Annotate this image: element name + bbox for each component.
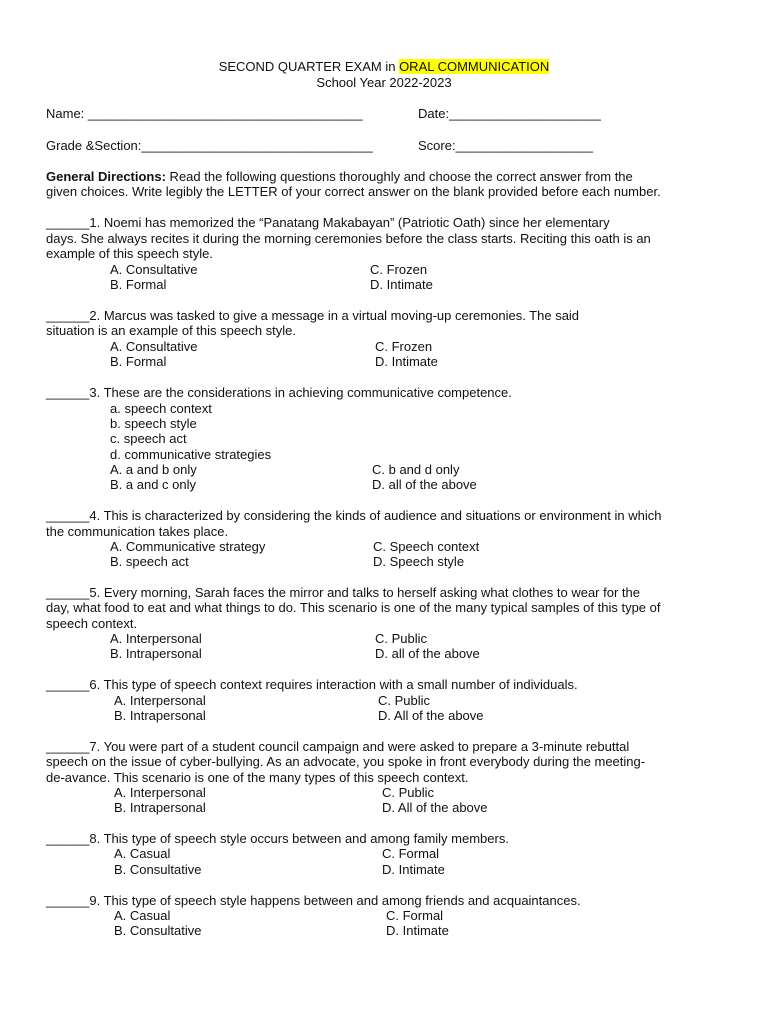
question-9-choice-c: C. Formal — [386, 908, 444, 923]
question-5-line-3: speech context. — [46, 616, 138, 631]
question-7-line-3: de-avance. This scenario is one of the many types of this speech context. — [46, 770, 469, 785]
question-5-line-2: day, what food to eat and what things to do. This scenario is one of the many typical samples of this type of — [46, 600, 661, 615]
question-6-choice-c: C. Public — [378, 693, 431, 708]
question-6-choice-d: D. All of the above — [378, 708, 484, 723]
question-4-choice-c: C. Speech context — [373, 539, 480, 554]
question-3-item-c: c. speech act — [110, 431, 187, 446]
question-4-line-1: ______4. This is characterized by considering the kinds of audience and situations or environment in which — [46, 508, 662, 523]
question-6-choice-b: B. Intrapersonal — [114, 708, 206, 723]
exam-title-prefix: SECOND QUARTER EXAM in — [218, 59, 400, 74]
question-3-item-d: d. communicative strategies — [110, 447, 272, 462]
question-8-choice-c: C. Formal — [382, 846, 440, 861]
question-8-line-1: ______8. This type of speech style occurs between and among family members. — [46, 831, 509, 846]
question-1-choice-b: B. Formal — [110, 277, 167, 292]
question-1-choice-d: D. Intimate — [370, 277, 433, 292]
question-7-choice-a: A. Interpersonal — [114, 785, 206, 800]
question-1-choice-c: C. Frozen — [370, 262, 428, 277]
question-9-choice-a: A. Casual — [114, 908, 171, 923]
exam-subject-highlight: ORAL COMMUNICATION — [399, 59, 550, 74]
question-2-choice-d: D. Intimate — [375, 354, 438, 369]
question-5-choice-d: D. all of the above — [375, 646, 480, 661]
question-6-choice-a: A. Interpersonal — [114, 693, 206, 708]
exam-title — [0, 59, 768, 74]
question-3-line-1: ______3. These are the considerations in achieving communicative competence. — [46, 385, 512, 400]
directions-text-1: Read the following questions thoroughly and choose the correct answer from the — [165, 169, 633, 184]
directions-label: General Directions: — [46, 169, 166, 184]
question-4-line-2: the communication takes place. — [46, 524, 229, 539]
question-3-choice-c: C. b and d only — [372, 462, 460, 477]
question-4-choice-b: B. speech act — [110, 554, 189, 569]
question-9-choice-b: B. Consultative — [114, 923, 202, 938]
directions-line-2: given choices. Write legibly the LETTER of your correct answer on the blank provided before each number. — [46, 184, 661, 199]
question-1-line-3: example of this speech style. — [46, 246, 213, 261]
question-8-choice-d: D. Intimate — [382, 862, 445, 877]
name-field: Name: ______________________________________ — [46, 106, 363, 121]
question-7-choice-d: D. All of the above — [382, 800, 488, 815]
directions-line-1 — [46, 169, 633, 184]
question-1-line-1: ______1. Noemi has memorized the “Panatang Makabayan” (Patriotic Oath) since her elementary — [46, 215, 610, 230]
score-field: Score:___________________ — [418, 138, 593, 153]
question-5-line-1: ______5. Every morning, Sarah faces the mirror and talks to herself asking what clothes to wear for the — [46, 585, 640, 600]
question-9-line-1: ______9. This type of speech style happens between and among friends and acquaintances. — [46, 893, 581, 908]
question-3-choice-d: D. all of the above — [372, 477, 477, 492]
question-3-choice-b: B. a and c only — [110, 477, 196, 492]
question-2-choice-a: A. Consultative — [110, 339, 198, 354]
question-5-choice-b: B. Intrapersonal — [110, 646, 202, 661]
question-2-line-1: ______2. Marcus was tasked to give a message in a virtual moving-up ceremonies. The said — [46, 308, 580, 323]
question-2-choice-b: B. Formal — [110, 354, 167, 369]
question-1-line-2: days. She always recites it during the morning ceremonies before the class starts. Reciting this oath is an — [46, 231, 651, 246]
question-7-choice-b: B. Intrapersonal — [114, 800, 206, 815]
question-4-choice-d: D. Speech style — [373, 554, 465, 569]
question-3-choice-a: A. a and b only — [110, 462, 197, 477]
question-7-line-1: ______7. You were part of a student council campaign and were asked to prepare a 3-minute rebuttal — [46, 739, 630, 754]
school-year: School Year 2022-2023 — [316, 75, 452, 90]
grade-section-field: Grade &Section:________________________________ — [46, 138, 373, 153]
question-8-choice-a: A. Casual — [114, 846, 171, 861]
question-9-choice-d: D. Intimate — [386, 923, 449, 938]
question-7-choice-c: C. Public — [382, 785, 435, 800]
question-8-choice-b: B. Consultative — [114, 862, 202, 877]
question-1-choice-a: A. Consultative — [110, 262, 198, 277]
question-4-choice-a: A. Communicative strategy — [110, 539, 266, 554]
question-6-line-1: ______6. This type of speech context requires interaction with a small number of individuals. — [46, 677, 578, 692]
question-2-line-2: situation is an example of this speech style. — [46, 323, 297, 338]
date-field: Date:_____________________ — [418, 106, 601, 121]
question-5-choice-a: A. Interpersonal — [110, 631, 202, 646]
question-5-choice-c: C. Public — [375, 631, 428, 646]
question-2-choice-c: C. Frozen — [375, 339, 433, 354]
question-3-item-a: a. speech context — [110, 401, 212, 416]
question-3-item-b: b. speech style — [110, 416, 197, 431]
question-7-line-2: speech on the issue of cyber-bullying. As an advocate, you spoke in front everybody during the meeting- — [46, 754, 646, 769]
